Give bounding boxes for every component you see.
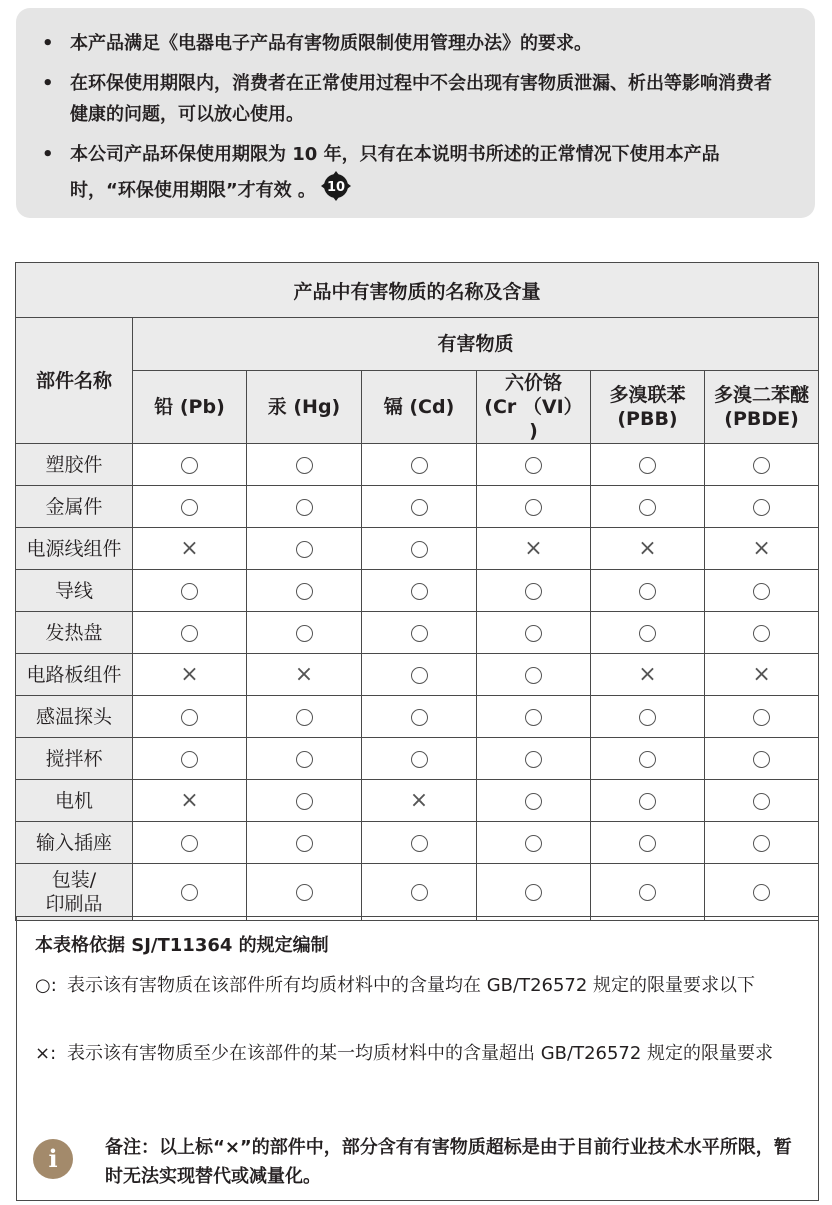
bullet-dot: • [42, 144, 54, 165]
compliant-mark-cell [477, 864, 591, 921]
substance-name: 镉 [383, 396, 403, 418]
table-row [16, 654, 819, 696]
circle-mark [296, 793, 313, 810]
circle-mark [296, 583, 313, 600]
intro-bullet [38, 139, 785, 212]
eco-period-10-icon [320, 170, 352, 212]
substance-header [362, 371, 477, 444]
compliant-mark-cell [591, 738, 705, 780]
compliant-mark-cell [591, 486, 705, 528]
circle-mark [296, 709, 313, 726]
circle-mark [525, 835, 542, 852]
circle-mark [181, 583, 198, 600]
circle-mark [411, 709, 428, 726]
circle-mark [296, 541, 313, 558]
circle-mark [181, 625, 198, 642]
circle-mark [525, 884, 542, 901]
part-name-cell [16, 570, 133, 612]
circle-mark [639, 625, 656, 642]
circle-mark [753, 835, 770, 852]
table-row [16, 822, 819, 864]
part-name-text: 电机 [54, 789, 93, 812]
compliant-mark-cell [362, 696, 477, 738]
substance-header [591, 371, 705, 444]
circle-mark [525, 667, 542, 684]
substance-symbol: (PBB) [617, 408, 678, 430]
cross-mark: × [409, 787, 429, 813]
circle-mark [639, 709, 656, 726]
exceeds-mark-cell [477, 528, 591, 570]
compliant-mark-cell [477, 780, 591, 822]
legend-symbol: ○: [35, 975, 57, 996]
circle-mark [753, 625, 770, 642]
circle-mark [525, 499, 542, 516]
hazardous-substance-table [15, 262, 819, 921]
notes-box [16, 916, 819, 1201]
compliant-mark-cell [477, 738, 591, 780]
intro-bullet [38, 68, 785, 130]
circle-mark [753, 884, 770, 901]
circle-mark [296, 751, 313, 768]
circle-mark [181, 709, 198, 726]
compliant-mark-cell [133, 822, 247, 864]
table-row [16, 696, 819, 738]
circle-mark [296, 835, 313, 852]
circle-mark [525, 625, 542, 642]
exceeds-mark-cell [705, 528, 819, 570]
exceeds-mark-cell [362, 780, 477, 822]
cross-mark: × [180, 535, 199, 561]
substance-header [133, 371, 247, 444]
compliant-mark-cell [247, 780, 362, 822]
cross-mark: × [752, 535, 771, 561]
part-name-text: 电源线组件 [26, 537, 122, 560]
info-icon: i [33, 1139, 73, 1179]
circle-mark [639, 884, 656, 901]
part-name-header: 部件名称 [16, 318, 133, 444]
circle-mark [639, 751, 656, 768]
compliant-mark-cell [362, 486, 477, 528]
compliant-mark-cell [247, 612, 362, 654]
compliant-mark-cell [362, 822, 477, 864]
circle-mark [411, 457, 428, 474]
substance-header [477, 371, 591, 444]
compliant-mark-cell [591, 822, 705, 864]
compliant-mark-cell [477, 654, 591, 696]
compliant-mark-cell [705, 612, 819, 654]
exceeds-mark-cell [133, 654, 247, 696]
compliant-mark-cell [362, 612, 477, 654]
substance-name: 汞 [267, 396, 287, 418]
circle-mark [411, 667, 428, 684]
legend-circle [35, 973, 805, 999]
substance-symbol: (Cd) [409, 396, 455, 418]
circle-mark [411, 499, 428, 516]
circle-mark [639, 583, 656, 600]
compliant-mark-cell [705, 738, 819, 780]
circle-mark [296, 884, 313, 901]
part-name-cell [16, 822, 133, 864]
circle-mark [411, 884, 428, 901]
exceeds-mark-cell [591, 528, 705, 570]
exceeds-mark-cell [247, 654, 362, 696]
circle-mark [525, 751, 542, 768]
part-name-cell [16, 780, 133, 822]
circle-mark [639, 793, 656, 810]
compliant-mark-cell [362, 444, 477, 486]
substance-symbol: (PBDE) [724, 408, 799, 430]
compliant-mark-cell [247, 696, 362, 738]
circle-mark [525, 583, 542, 600]
compliant-mark-cell [705, 864, 819, 921]
compliant-mark-cell [247, 822, 362, 864]
compliant-mark-cell [705, 822, 819, 864]
part-name-cell [16, 528, 133, 570]
circle-mark [753, 709, 770, 726]
part-name-cell [16, 444, 133, 486]
circle-mark [411, 751, 428, 768]
part-name-cell [16, 696, 133, 738]
cross-mark: × [294, 661, 314, 687]
intro-bullet-text: 本产品满足《电器电子产品有害物质限制使用管理办法》的要求。 [70, 33, 592, 54]
part-name-text: 金属件 [45, 495, 103, 518]
compliant-mark-cell [247, 486, 362, 528]
circle-mark [753, 751, 770, 768]
part-name-cell [16, 738, 133, 780]
table-row [16, 738, 819, 780]
compliant-mark-cell [133, 612, 247, 654]
circle-mark [296, 457, 313, 474]
compliant-mark-cell [705, 570, 819, 612]
notes-title: 本表格依据 SJ/T11364 的规定编制 [35, 935, 329, 956]
circle-mark [296, 499, 313, 516]
substance-name: 六价铬 [504, 372, 562, 394]
intro-bullet [38, 28, 785, 59]
substance-header [705, 371, 819, 444]
compliant-mark-cell [133, 444, 247, 486]
compliant-mark-cell [591, 864, 705, 921]
compliant-mark-cell [591, 570, 705, 612]
info-box [16, 8, 815, 218]
table-row [16, 864, 819, 921]
circle-mark [411, 583, 428, 600]
compliant-mark-cell [362, 654, 477, 696]
compliant-mark-cell [362, 738, 477, 780]
intro-bullet-text: 在环保使用期限内，消费者在正常使用过程中不会出现有害物质泄漏、析出等影响消费者健康的问题，可以放心使用。 [70, 73, 772, 125]
part-name-cell [16, 486, 133, 528]
circle-mark [411, 835, 428, 852]
compliant-mark-cell [247, 444, 362, 486]
table-row [16, 486, 819, 528]
part-name-text: 塑胶件 [45, 453, 103, 476]
circle-mark [296, 625, 313, 642]
substance-name: 铅 [154, 396, 174, 418]
circle-mark [639, 499, 656, 516]
circle-mark [525, 457, 542, 474]
intro-bullet-text: 本公司产品环保使用期限为 10 年，只有在本说明书所述的正常情况下使用本产品时，“环保使用期限”才有效 。 [70, 144, 720, 201]
compliant-mark-cell [133, 696, 247, 738]
part-name-text: 感温探头 [35, 705, 112, 728]
legend-text: 表示该有害物质至少在该部件的某一均质材料中的含量超出 GB/T26572 规定的限量要求 [67, 1043, 774, 1064]
circle-mark [753, 583, 770, 600]
circle-mark [411, 541, 428, 558]
table-title: 产品中有害物质的名称及含量 [16, 263, 819, 318]
compliant-mark-cell [705, 444, 819, 486]
compliant-mark-cell [705, 486, 819, 528]
table-row [16, 612, 819, 654]
circle-mark [181, 499, 198, 516]
compliant-mark-cell [247, 528, 362, 570]
part-name-text: 印刷品 [45, 893, 103, 915]
part-name-cell [16, 654, 133, 696]
table-row [16, 780, 819, 822]
part-name-text: 发热盘 [45, 621, 103, 644]
part-name-text: 包装/ [51, 869, 97, 891]
compliant-mark-cell [591, 696, 705, 738]
bullet-dot: • [42, 33, 54, 54]
remark-text: 备注：以上标“×”的部件中，部分含有有害物质超标是由于目前行业技术水平所限，暂时无法实现替代或减量化。 [105, 1137, 792, 1187]
compliant-mark-cell [705, 780, 819, 822]
circle-mark [411, 625, 428, 642]
table-row [16, 444, 819, 486]
substance-group-header: 有害物质 [133, 318, 819, 371]
compliant-mark-cell [591, 780, 705, 822]
circle-mark [639, 457, 656, 474]
compliant-mark-cell [133, 738, 247, 780]
compliant-mark-cell [477, 612, 591, 654]
cross-mark: × [180, 787, 199, 813]
cross-mark: × [524, 535, 543, 561]
compliant-mark-cell [362, 570, 477, 612]
bullet-dot: • [42, 73, 54, 94]
circle-mark [639, 835, 656, 852]
legend-cross [35, 1041, 805, 1067]
part-name-cell [16, 864, 133, 921]
compliant-mark-cell [247, 570, 362, 612]
exceeds-mark-cell [705, 654, 819, 696]
cross-mark: × [180, 661, 199, 687]
substance-header [247, 371, 362, 444]
exceeds-mark-cell [133, 528, 247, 570]
compliant-mark-cell [591, 612, 705, 654]
compliant-mark-cell [362, 864, 477, 921]
legend-symbol: ×: [35, 1043, 57, 1064]
compliant-mark-cell [477, 822, 591, 864]
circle-mark [753, 457, 770, 474]
compliant-mark-cell [477, 570, 591, 612]
compliant-mark-cell [133, 486, 247, 528]
circle-mark [181, 751, 198, 768]
circle-mark [181, 835, 198, 852]
part-name-text: 输入插座 [35, 831, 112, 854]
part-name-text: 导线 [54, 579, 93, 602]
compliant-mark-cell [477, 696, 591, 738]
compliant-mark-cell [247, 864, 362, 921]
part-name-cell [16, 612, 133, 654]
substance-symbol: (Cr （VI） ) [484, 396, 583, 442]
circle-mark [753, 793, 770, 810]
cross-mark: × [752, 661, 771, 687]
compliant-mark-cell [247, 738, 362, 780]
compliant-mark-cell [591, 444, 705, 486]
table-row [16, 528, 819, 570]
circle-mark [181, 884, 198, 901]
exceeds-mark-cell [591, 654, 705, 696]
table-row [16, 570, 819, 612]
circle-mark [525, 709, 542, 726]
circle-mark [753, 499, 770, 516]
compliant-mark-cell [705, 696, 819, 738]
compliant-mark-cell [133, 864, 247, 921]
cross-mark: × [638, 535, 657, 561]
compliant-mark-cell [362, 528, 477, 570]
circle-mark [181, 457, 198, 474]
badge-number: 10 [326, 180, 345, 195]
part-name-text: 电路板组件 [26, 663, 122, 686]
compliant-mark-cell [477, 444, 591, 486]
substance-symbol: (Hg) [293, 396, 341, 418]
substance-name: 多溴联苯 [609, 384, 686, 406]
part-name-text: 搅拌杯 [45, 747, 103, 770]
exceeds-mark-cell [133, 780, 247, 822]
substance-name: 多溴二苯醚 [714, 384, 810, 406]
compliant-mark-cell [477, 486, 591, 528]
compliant-mark-cell [133, 570, 247, 612]
cross-mark: × [638, 661, 657, 687]
remark [33, 1133, 803, 1191]
circle-mark [525, 793, 542, 810]
legend-text: 表示该有害物质在该部件所有均质材料中的含量均在 GB/T26572 规定的限量要求以下 [67, 975, 756, 996]
substance-symbol: (Pb) [179, 396, 225, 418]
